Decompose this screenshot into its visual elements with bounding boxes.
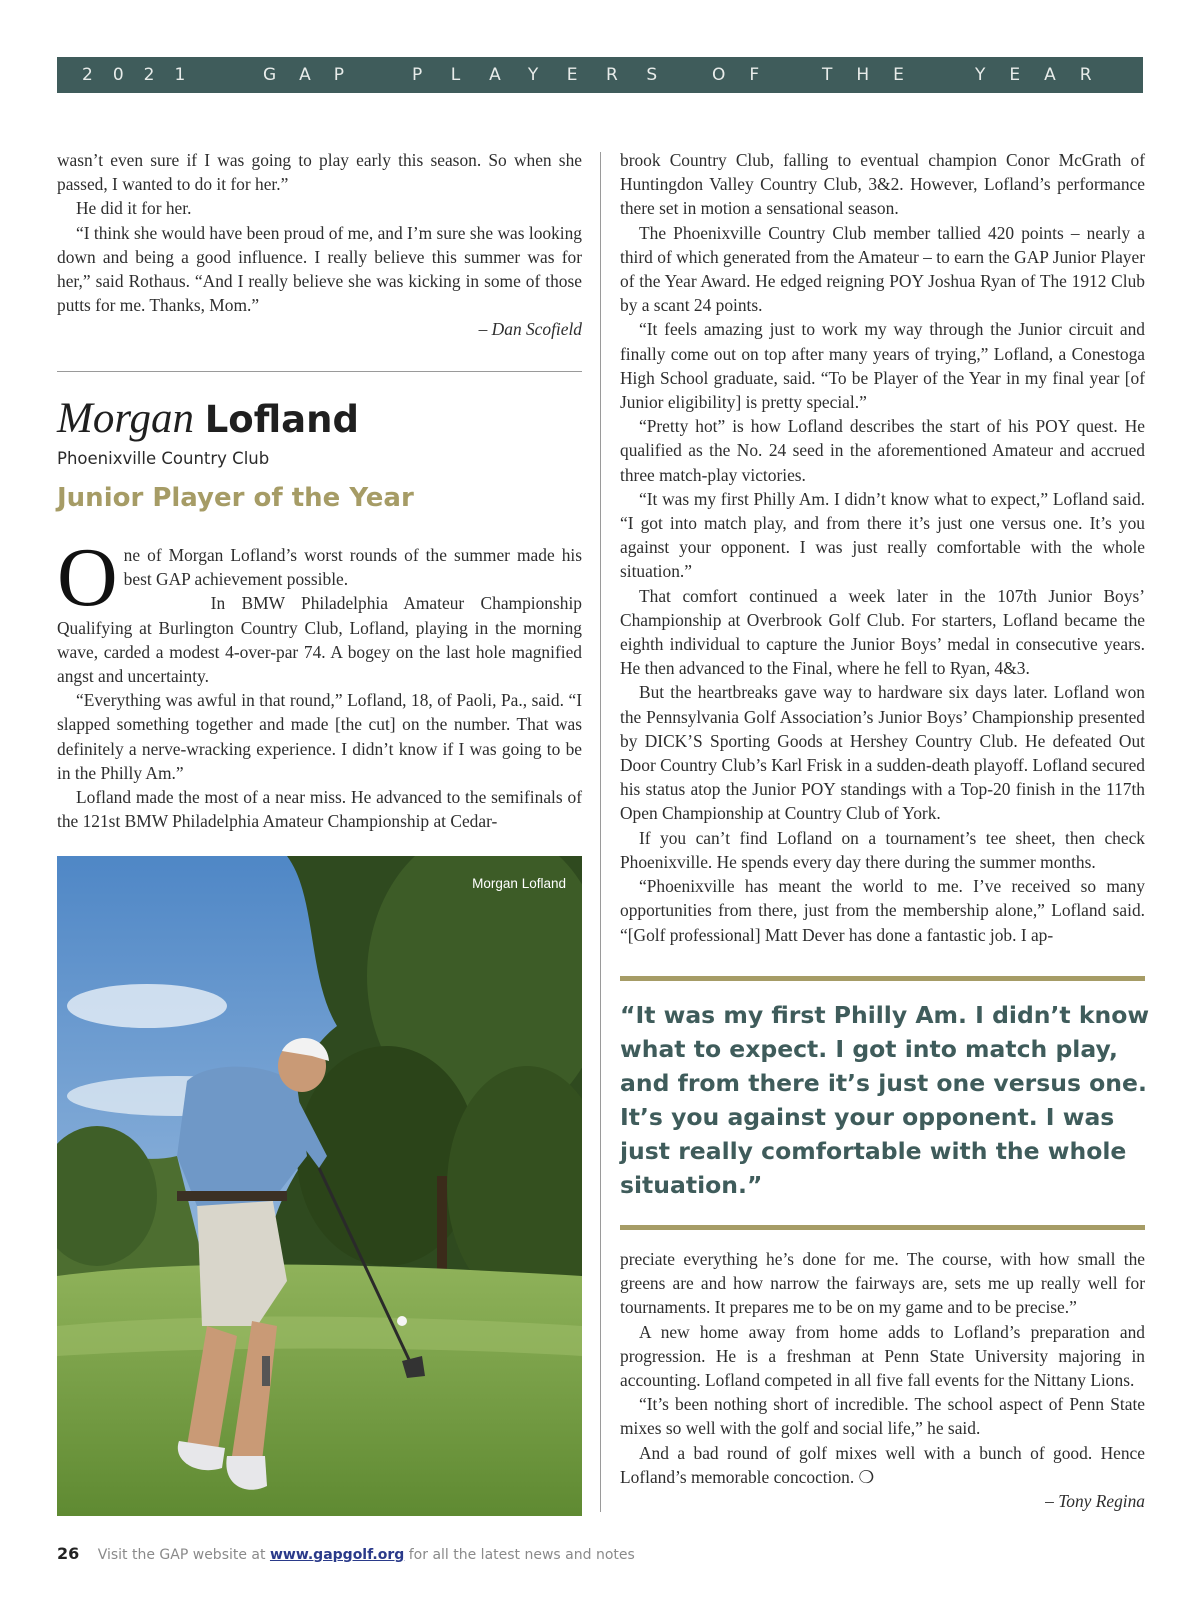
- page-footer: [57, 1544, 635, 1563]
- previous-story-end: [57, 148, 582, 342]
- paragraph: wasn’t even sure if I was going to play early this season. So when she passed, I wanted to do it for her.”: [57, 150, 582, 195]
- paragraph: In BMW Philadelphia Amateur Championship Qualifying at Burlington Country Club, Lofland, playing in the morning wave, carded a modest 4-over-par 74. A bogey on the last hole magnified angst and uncertainty.: [57, 593, 582, 687]
- footer-text-before: Visit the GAP website at: [97, 1547, 266, 1563]
- website-link[interactable]: www.gapgolf.org: [269, 1547, 405, 1563]
- paragraph: The Phoenixville Country Club member tallied 420 points – nearly a third of which generated from the Amateur – to earn the GAP Junior Player of the Year Award. He edged reigning POY Joshua Ryan of The 1912 Club by a scant 24 points.: [620, 222, 1145, 316]
- paragraph: He did it for her.: [76, 198, 192, 219]
- byline: – Dan Scofield: [478, 319, 582, 340]
- section-divider: [57, 371, 582, 372]
- banner-word: GAP: [263, 65, 368, 85]
- paragraph: That comfort continued a week later in the 107th Junior Boys’ Championship at Overbrook Golf Club. For starters, Lofland became the eighth individual to capture the Junior Boys’ medal in consecutive years. He then advanced to the Final, where he fell to Ryan, 4&3.: [620, 585, 1145, 679]
- paragraph: If you can’t find Lofland on a tournament’s tee sheet, then check Phoenixville. He spends every day there during the summer months.: [620, 827, 1145, 872]
- paragraph: “Pretty hot” is how Lofland describes the start of his POY quest. He qualified as the No. 24 seed in the aforementioned Amateur and accrued three match-play victories.: [620, 416, 1145, 485]
- banner-word: THE: [822, 65, 928, 85]
- article-left-column: [57, 531, 582, 833]
- award-title: Junior Player of the Year: [57, 483, 414, 513]
- drop-cap: O: [57, 531, 118, 624]
- photo-caption: Morgan Lofland: [472, 876, 566, 891]
- paragraph: preciate everything he’s done for me. The course, with how small the greens are and how narrow the fairways are, sets me up really well for tournaments. It prepares me to be on my game and to be precise.”: [620, 1249, 1145, 1318]
- paragraph: “Phoenixville has meant the world to me. I’ve received so many opportunities from there, just from the membership alone,” Lofland said. “[Golf professional] Matt Dever has done a fantastic job. I ap-: [620, 876, 1145, 945]
- section-banner: [57, 57, 1143, 93]
- page-number: 26: [57, 1544, 80, 1563]
- paragraph: Lofland made the most of a near miss. He advanced to the semifinals of the 121st BMW Philadelphia Amateur Championship at Cedar-: [57, 787, 582, 832]
- paragraph: A new home away from home adds to Lofland’s preparation and progression. He is a freshman at Penn State University majoring in accounting. Lofland competed in all five fall events for the Nittany Lions.: [620, 1321, 1145, 1391]
- pull-quote-rule-bottom: [620, 1225, 1145, 1230]
- banner-word: PLAYERS: [412, 65, 686, 85]
- paragraph: And a bad round of golf mixes well with a bunch of good. Hence Lofland’s memorable concoction. ❍: [620, 1442, 1145, 1487]
- player-name: [57, 393, 359, 446]
- banner-word: YEAR: [975, 65, 1116, 85]
- article-right-column: [620, 148, 1145, 947]
- pull-quote-rule-top: [620, 976, 1145, 981]
- article-right-column-end: [620, 1247, 1145, 1513]
- banner-word-group: [82, 65, 206, 85]
- lead-text: ne of Morgan Lofland’s worst rounds of the summer made his best GAP achievement possible.: [123, 545, 582, 590]
- paragraph: But the heartbreaks gave way to hardware six days later. Lofland won the Pennsylvania Golf Association’s Junior Boys’ Championship presented by DICK’S Sporting Goods at Hershey Country Club. He defeated Out Door Country Club’s Karl Frisk in a sudden-death playoff. Lofland secured his status atop the Junior POY standings with a Top-20 finish in the 117th Open Championship at Country Club of York.: [620, 682, 1145, 824]
- byline: – Tony Regina: [1045, 1491, 1145, 1512]
- banner-word: OF: [712, 65, 784, 85]
- banner-word: 2021: [82, 65, 206, 85]
- paragraph: “It feels amazing just to work my way through the Junior circuit and finally come out on top after many years of trying,” Lofland, a Conestoga High School graduate, said. “To be Player of the Year in my final year [of Junior eligibility] is pretty special.”: [620, 319, 1145, 413]
- footer-text-after: for all the latest news and notes: [408, 1547, 635, 1563]
- golfer-photo: [57, 856, 582, 1516]
- paragraph: brook Country Club, falling to eventual champion Conor McGrath of Huntingdon Valley Country Club, 3&2. However, Lofland’s performance there set in motion a sensational season.: [620, 150, 1145, 219]
- paragraph: “I think she would have been proud of me, and I’m sure she was looking down and being a good influence. I really believe this summer was for her,” said Rothaus. “And I really believe she was kicking in some of those putts for me. Thanks, Mom.”: [57, 222, 582, 316]
- paragraph: “It’s been nothing short of incredible. The school aspect of Penn State mixes so well with the golf and social life,” he said.: [620, 1394, 1145, 1439]
- lead-paragraph: [57, 531, 582, 624]
- player-club: Phoenixville Country Club: [57, 449, 270, 468]
- pull-quote: “It was my first Philly Am. I didn’t know what to expect. I got into match play, and from there it’s just one versus one. It’s you against your opponent. I was just really comfortable with the whole situation.”: [620, 1001, 1150, 1199]
- paragraph: “It was my first Philly Am. I didn’t know what to expect,” Lofland said. “I got into match play, and from there it’s just one versus one. It’s you against your opponent. I was just really comfortable with the whole situation.”: [620, 488, 1145, 582]
- photo-illustration: [57, 856, 582, 1516]
- player-first-name: Morgan: [57, 395, 194, 442]
- column-divider: [600, 152, 601, 1512]
- paragraph: “Everything was awful in that round,” Lofland, 18, of Paoli, Pa., said. “I slapped something together and made [the cut] on the number. That was definitely a nerve-wracking experience. I didn’t know if I was going to be in the Philly Am.”: [57, 690, 582, 783]
- player-last-name: Lofland: [204, 398, 359, 441]
